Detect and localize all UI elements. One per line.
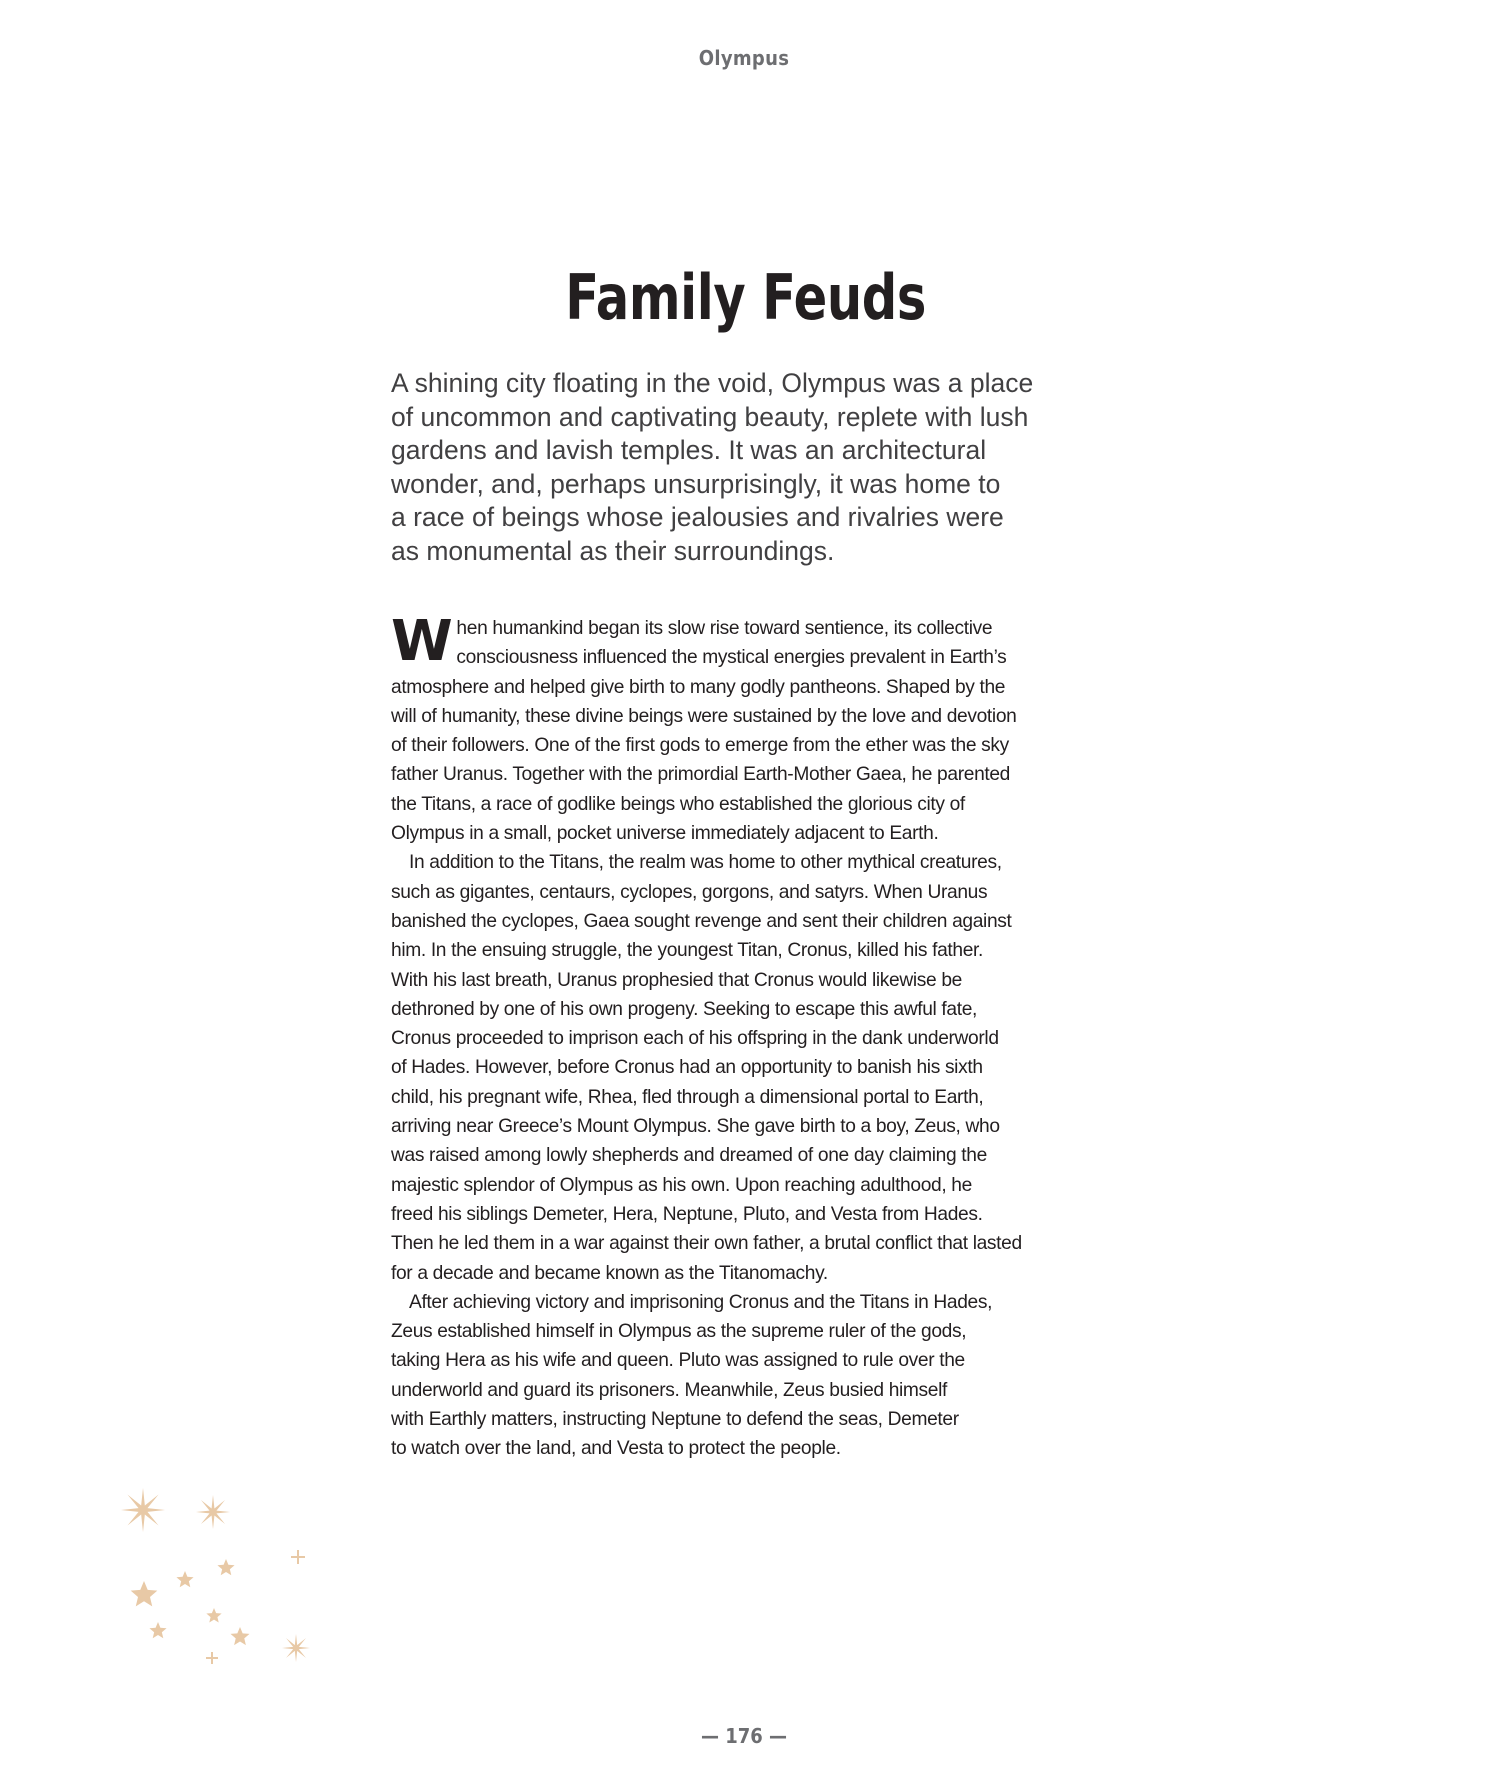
- body-line: With his last breath, Uranus prophesied that Cronus would likewise be: [391, 969, 962, 991]
- body-line: with Earthly matters, instructing Neptune to defend the seas, Demeter: [391, 1409, 959, 1431]
- sparkle-stars-icon: [115, 1480, 315, 1670]
- star-icon: [176, 1571, 193, 1587]
- intro-line: A shining city floating in the void, Olympus was a place: [391, 368, 1034, 398]
- running-head: Olympus: [698, 46, 790, 70]
- body-line: child, his pregnant wife, Rhea, fled through a dimensional portal to Earth,: [391, 1086, 984, 1108]
- star-icon: [282, 1634, 310, 1662]
- body-line: majestic splendor of Olympus as his own. Upon reaching adulthood, he: [391, 1174, 972, 1196]
- body-line: such as gigantes, centaurs, cyclopes, gorgons, and satyrs. When Uranus: [391, 881, 988, 903]
- body-line: him. In the ensuing struggle, the youngest Titan, Cronus, killed his father.: [391, 940, 984, 962]
- star-icon: [131, 1581, 158, 1606]
- body-line: Cronus proceeded to imprison each of his offspring in the dank underworld: [391, 1028, 999, 1050]
- body-line: to watch over the land, and Vesta to protect the people.: [391, 1438, 841, 1460]
- star-icon: [121, 1488, 165, 1532]
- body-line: arriving near Greece’s Mount Olympus. She gave birth to a boy, Zeus, who: [391, 1116, 1000, 1138]
- body-line: was raised among lowly shepherds and dreamed of one day claiming the: [391, 1145, 987, 1167]
- body-line: dethroned by one of his own progeny. Seeking to escape this awful fate,: [391, 998, 977, 1020]
- body-line: of their followers. One of the first gods to emerge from the ether was the sky: [391, 735, 1009, 757]
- body-line: taking Hera as his wife and queen. Pluto was assigned to rule over the: [391, 1350, 965, 1372]
- intro-line: as monumental as their surroundings.: [391, 535, 835, 566]
- star-icon: [217, 1559, 234, 1575]
- body-line: After achieving victory and imprisoning Cronus and the Titans in Hades,: [409, 1291, 993, 1313]
- body-line: will of humanity, these divine beings were sustained by the love and devotion: [391, 705, 1017, 727]
- body-line: banished the cyclopes, Gaea sought revenge and sent their children against: [391, 910, 1012, 932]
- body-line: of Hades. However, before Cronus had an opportunity to banish his sixth: [391, 1057, 983, 1079]
- intro-line: of uncommon and captivating beauty, replete with lush: [391, 401, 1029, 432]
- intro-line: wonder, and, perhaps unsurprisingly, it was home to: [391, 468, 1001, 499]
- intro-paragraph: [391, 367, 1111, 569]
- page-number: — 176 —: [700, 1724, 788, 1748]
- star-icon: [206, 1652, 218, 1664]
- body-line: hen humankind began its slow rise toward sentience, its collective: [456, 618, 993, 639]
- intro-line: gardens and lavish temples. It was an architectural: [391, 435, 987, 466]
- body-line: consciousness influenced the mystical energies prevalent in Earth’s: [456, 647, 1007, 669]
- body-line: underworld and guard its prisoners. Meanwhile, Zeus busied himself: [391, 1379, 948, 1401]
- body-line: In addition to the Titans, the realm was home to other mythical creatures,: [409, 852, 1002, 874]
- body-line: Zeus established himself in Olympus as the supreme ruler of the gods,: [391, 1321, 967, 1343]
- body-paragraph-1: [391, 609, 1131, 848]
- star-icon: [196, 1495, 230, 1529]
- body-line: father Uranus. Together with the primordial Earth-Mother Gaea, he parented: [391, 764, 1011, 786]
- body-line: freed his siblings Demeter, Hera, Neptune, Pluto, and Vesta from Hades.: [391, 1203, 983, 1225]
- star-icon: [206, 1608, 221, 1622]
- body-line: atmosphere and helped give birth to many godly pantheons. Shaped by the: [391, 676, 1006, 698]
- body-text: [391, 609, 1131, 1464]
- body-paragraph-3: [391, 1288, 1131, 1464]
- body-line: the Titans, a race of godlike beings who established the glorious city of: [391, 793, 965, 815]
- star-icon: [149, 1622, 166, 1638]
- body-paragraph-2: [391, 848, 1131, 1287]
- body-line: Then he led them in a war against their own father, a brutal conflict that lasted: [391, 1233, 1022, 1255]
- star-icon: [291, 1550, 305, 1564]
- star-icon: [230, 1627, 249, 1645]
- body-line: for a decade and became known as the Titanomachy.: [391, 1262, 828, 1284]
- intro-line: a race of beings whose jealousies and rivalries were: [391, 502, 1004, 533]
- body-line: Olympus in a small, pocket universe immediately adjacent to Earth.: [391, 823, 939, 845]
- page-title: Family Feuds: [565, 261, 926, 334]
- drop-cap: W: [391, 609, 453, 674]
